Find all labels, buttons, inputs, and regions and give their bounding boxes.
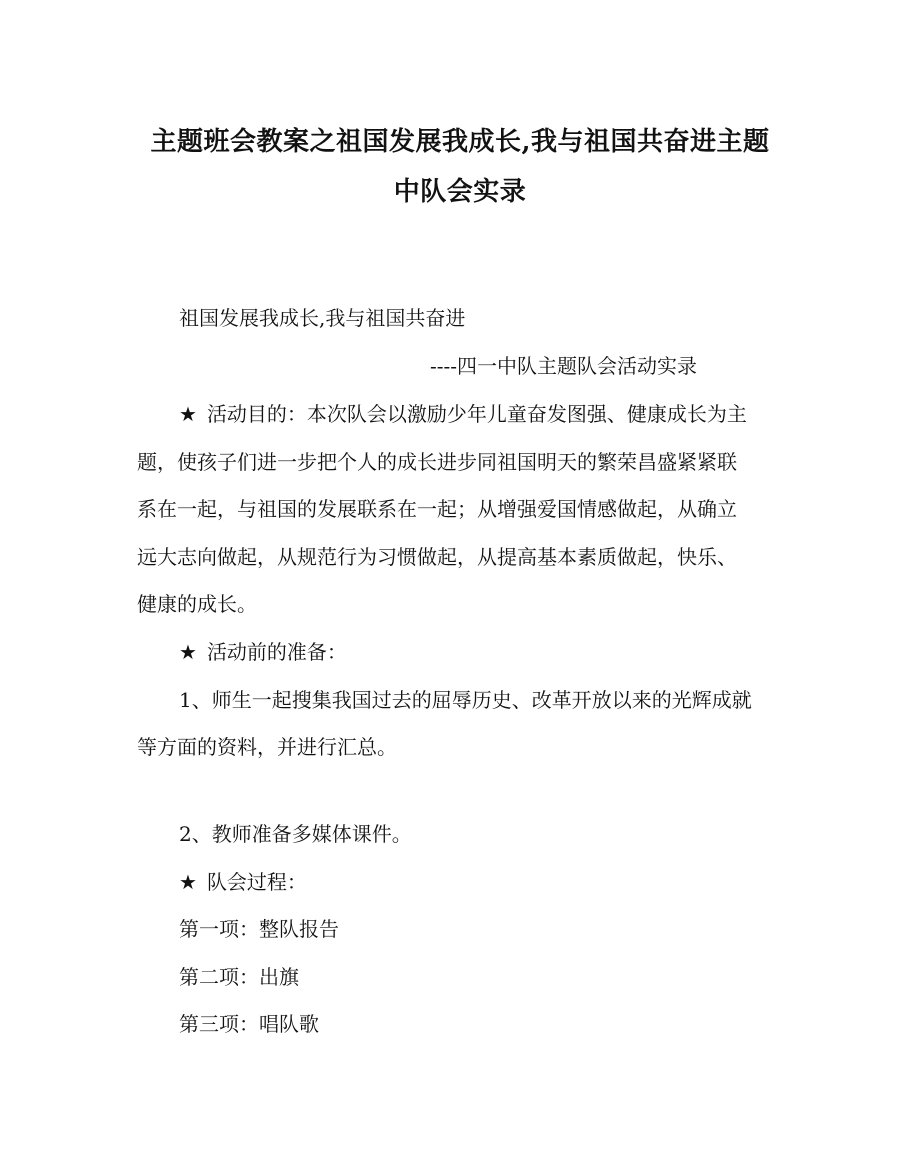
process-heading (179, 866, 307, 895)
star-icon: ★ (179, 640, 197, 664)
prep-heading (179, 636, 347, 665)
document-title-line-1: 主题班会教案之祖国发展我成长,我与祖国共奋进主题 (150, 127, 770, 157)
prep-heading-text: 活动前的准备： (206, 640, 347, 664)
purpose-line-2: 题，使孩子们进一步把个人的成长进步同祖国明天的繁荣昌盛紧紧联 (137, 450, 737, 474)
star-icon: ★ (179, 870, 197, 894)
purpose-text: 活动目的：本次队会以激励少年儿童奋发图强、健康成长为主 (206, 402, 747, 426)
document-title-line-2: 中队会实录 (393, 177, 527, 207)
purpose-line-5: 健康的成长。 (137, 592, 257, 616)
prep-item-1-line-2: 等方面的资料，并进行汇总。 (137, 735, 397, 759)
prep-item-1-line-1: 1、师生一起搜集我国过去的屈辱历史、改革开放以来的光辉成就 (179, 688, 752, 712)
purpose-line-1 (179, 398, 747, 427)
process-step-1: 第一项：整队报告 (179, 917, 339, 941)
process-step-2: 第二项：出旗 (179, 965, 299, 989)
activity-heading: 祖国发展我成长,我与祖国共奋进 (179, 306, 466, 330)
prep-item-2: 2、教师准备多媒体课件。 (179, 822, 412, 846)
star-icon: ★ (179, 402, 197, 426)
process-heading-text: 队会过程： (206, 870, 307, 894)
purpose-line-3: 系在一起，与祖国的发展联系在一起；从增强爱国情感做起，从确立 (137, 497, 737, 521)
purpose-line-4: 远大志向做起，从规范行为习惯做起，从提高基本素质做起，快乐、 (137, 545, 737, 569)
process-step-3: 第三项：唱队歌 (179, 1012, 319, 1036)
activity-subtitle: ----四一中队主题队会活动实录 (430, 354, 698, 378)
